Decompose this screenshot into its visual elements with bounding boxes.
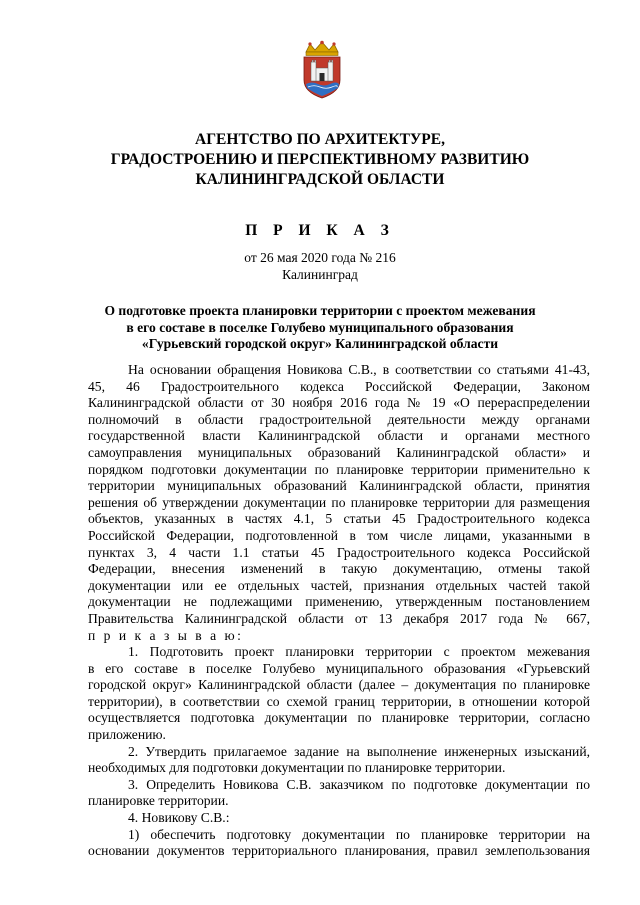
item-1-line: в его составе в поселке Голубево муниципального образования «Гурьевский: [88, 660, 590, 676]
body-line: полномочий в области градостроительной деятельности между органами: [88, 411, 590, 427]
body-line: пунктах 3, 4 части 1.1 статьи 45 Градостроительного кодекса Российской: [88, 544, 590, 560]
subject-line: О подготовке проекта планировки территории с проектом межевания: [104, 303, 536, 318]
body-line: документации или ее отдельных частей, признания отдельных частей такой: [88, 577, 590, 593]
item-1-line: приложению.: [88, 727, 166, 743]
item-3-line: планировке территории.: [88, 793, 229, 809]
agency-line: АГЕНТСТВО ПО АРХИТЕКТУРЕ,: [195, 131, 445, 148]
body-line: объектов, указанных в частях 4.1, 5 статьи 45 Градостроительного кодекса: [88, 511, 590, 527]
body-line: документации не подлежащими применению, утвержденным постановлением: [88, 594, 590, 610]
body-line: 45, 46 Градостроительного кодекса Российской Федерации, Законом: [88, 378, 590, 394]
body-line: Федерации, внесения изменений в такую документацию, отмены такой: [88, 561, 590, 577]
order-body: [88, 362, 590, 860]
subject-line: в его составе в поселке Голубево муниципального образования: [126, 319, 514, 335]
body-line: территории муниципальных образований Калининградской области, принятия: [88, 478, 590, 494]
subject-line: «Гурьевский городской округ» Калининградской области: [141, 336, 499, 351]
order-date-block: [0, 249, 640, 283]
item-4-1-line: основании документов территориального планирования, правил землепользования: [88, 843, 590, 859]
item-1-line: осуществляется подготовка документации по планировке территории, согласно: [88, 710, 590, 726]
order-title: П Р И К А З: [245, 222, 395, 239]
item-2-line: необходимых для подготовки документации по планировке территории.: [88, 760, 506, 776]
agency-heading: [0, 130, 640, 190]
body-line: решения об утверждении документации по планировке территории для размещения: [88, 494, 590, 510]
body-line: порядком подготовки документации по планировке территории применительно к: [88, 461, 590, 477]
item-4-1-line: 1) обеспечить подготовку документации по планировке территории на: [128, 826, 590, 842]
item-1-line: территории), в соответствии со схемой границ территории, в отношении которой: [88, 693, 590, 709]
item-2-line: 2. Утвердить прилагаемое задание на выполнение инженерных изысканий,: [128, 743, 590, 759]
body-line: Правительства Калининградской области от 13 декабря 2017 года № 667,: [88, 610, 590, 626]
order-date: от 26 мая 2020 года № 216: [244, 250, 396, 265]
body-line: государственной власти Калининградской области и органами местного: [88, 428, 590, 444]
order-word: п р и к а з ы в а ю:: [88, 627, 244, 643]
coat-of-arms-icon: [298, 40, 346, 100]
body-line: Калининградской области от 30 ноября 2016 года № 19 «О перераспределении: [88, 395, 590, 411]
body-line: На основании обращения Новикова С.В., в соответствии со статьями 41-43,: [128, 362, 590, 377]
item-4-line: 4. Новикову С.В.:: [128, 810, 230, 826]
order-subject: [0, 303, 640, 353]
item-1-line: 1. Подготовить проект планировки территории с проектом межевания: [128, 644, 590, 660]
item-1-line: городской округ» Калининградской области (далее – документация по планировке: [88, 677, 590, 693]
body-line: Российской Федерации, подготовленной в том числе лицами, указанными в: [88, 527, 590, 543]
agency-line: ГРАДОСТРОЕНИЮ И ПЕРСПЕКТИВНОМУ РАЗВИТИЮ: [110, 151, 530, 168]
order-city: Калининград: [282, 267, 358, 282]
item-3-line: 3. Определить Новикова С.В. заказчиком по подготовке документации по: [128, 776, 590, 792]
body-line: самоуправления муниципальных образований Калининградской области» и: [88, 444, 590, 460]
agency-line: КАЛИНИНГРАДСКОЙ ОБЛАСТИ: [195, 171, 445, 188]
